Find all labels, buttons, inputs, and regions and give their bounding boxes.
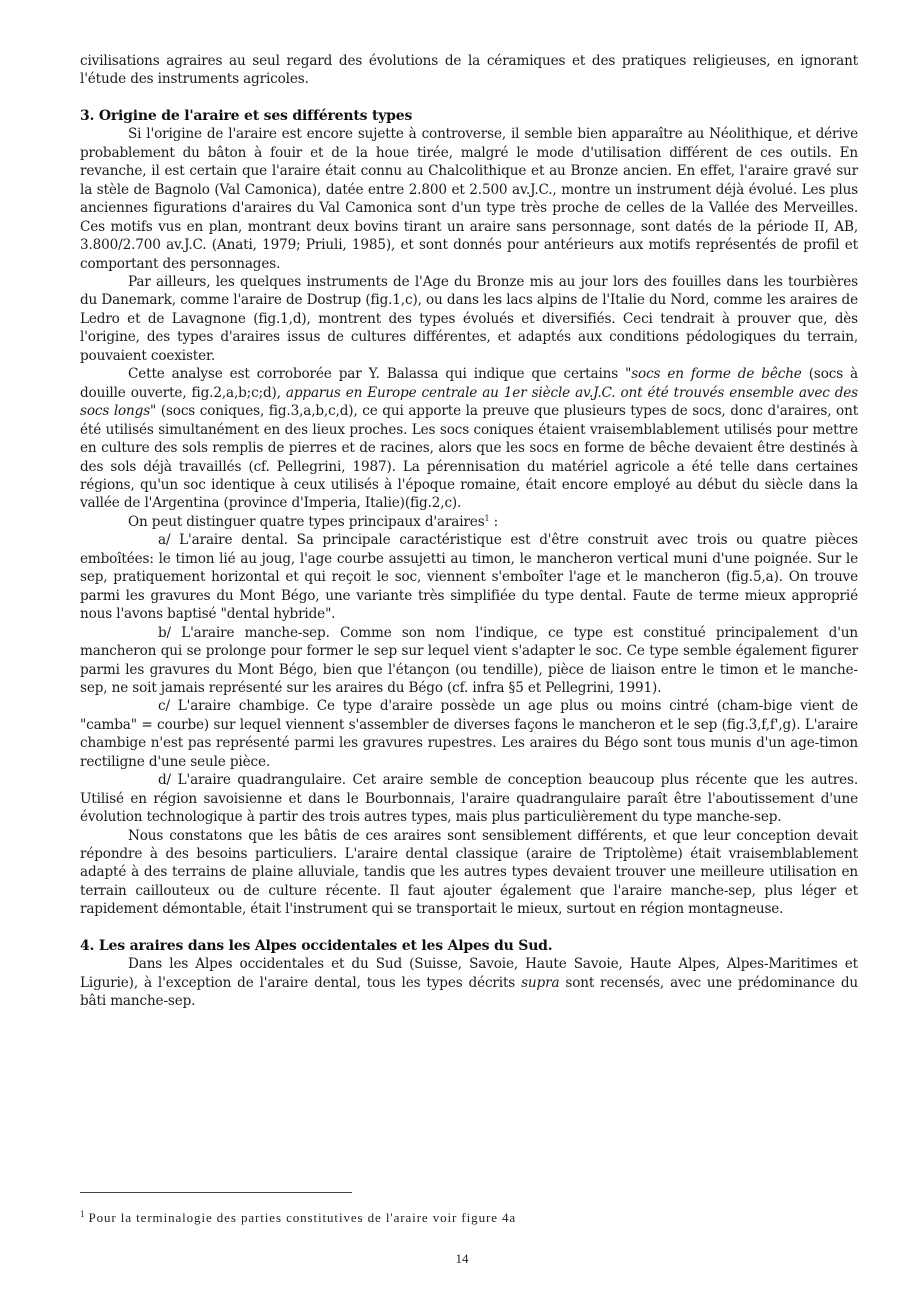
intro-paragraph: civilisations agraires au seul regard des évolutions de la céramiques et des pratiques religieuses, en ignorant l'étude des instruments agricoles.: [80, 53, 858, 88]
type-d-paragraph: d/ L'araire quadrangulaire. Cet araire semble de conception beaucoup plus récente que les autres. Utilisé en région savoisienne et dans le Bourbonnais, l'araire quadrangulaire paraît être l'aboutissement d'une évolution technologique à partir des trois autres types, mais plus particulièrement du type manche-sep.: [80, 772, 858, 826]
type-c-paragraph: c/ L'araire chambige. Ce type d'araire possède un age plus ou moins cintré (cham-bige vient de "camba" = courbe) sur lequel viennent s'assembler de diverses façons le mancheron et le sep (fig.3,f,f',g). L'araire chambige n'est pas représenté parmi les gravures rupestres. Les araires du Bégo sont tous munis d'un age-timon rectiligne d'une seule pièce.: [80, 698, 858, 770]
section-3-paragraph-origin: Si l'origine de l'araire est encore sujette à controverse, il semble bien apparaître au Néolithique, et dérive probablement du bâton à fouir et de la houe tirée, malgré le mode d'utilisation différent de ces outils. En revanche, il est certain que l'araire était connu au Chalcolithique et au Bronze ancien. En effet, l'araire gravé sur la stèle de Bagnolo (Val Camonica), datée entre 2.800 et 2.500 av.J.C., montre un instrument déjà évolué. Les plus anciennes figurations d'araires du Val Camonica sont d'un type très proche de celles de la Vallée des Merveilles. Ces motifs vus en plan, montrant deux bovins tirant un araire sans personnage, sont datés de la période II, AB, 3.800/2.700 av.J.C. (Anati, 1979; Priuli, 1985), et sont donnés pour antérieurs aux motifs représentés de profil et comportant des personnages.: [80, 126, 858, 272]
text-run: Dans les Alpes occidentales et du Sud (Suisse, Savoie, Haute Savoie, Haute Alpes, Alpes-Maritimes et Ligurie), à l'exception de l'araire dental, tous les types décrits: [80, 956, 858, 991]
type-b-paragraph: b/ L'araire manche-sep. Comme son nom l'indique, ce type est constitué principalement d'un mancheron qui se prolonge pour former le sep sur lequel vient s'adapter le soc. Ce type semble également figurer parmi les gravures du Mont Bégo, bien que l'étançon (ou tendille), pièce de liaison entre le timon et le manche-sep, ne soit jamais représenté sur les araires du Bégo (cf. infra §5 et Pellegrini, 1991).: [80, 624, 858, 696]
spacer: [80, 89, 858, 107]
text-run: :: [489, 513, 499, 530]
footnote-reference[interactable]: 1: [484, 513, 490, 523]
section-3-paragraph-balassa: [80, 365, 858, 513]
italic-quote: socs en forme de bêche: [631, 366, 802, 383]
spacer: [80, 919, 858, 937]
italic-quote: apparus en Europe centrale au 1er siècle av.J.C. ont été trouvés ensemble avec des socs longs": [80, 384, 858, 420]
section-3-heading: 3. Origine de l'araire et ses différents types: [80, 107, 413, 124]
section-3-paragraph-conclusion: Nous constatons que les bâtis de ces araires sont sensiblement différents, et que leur conception devait répondre à des besoins particuliers. L'araire dental classique (araire de Triptolème) était vraisemblablement adapté à des terrains de plaine alluviale, tandis que les autres types devaient trouver une meilleure utilisation en terrain caillouteux ou de culture récente. Il faut ajouter également que l'araire manche-sep, plus léger et rapidement démontable, était l'instrument qui se transportait le mieux, surtout en région montagneuse.: [80, 827, 858, 918]
section-3-paragraph-types-intro: [80, 513, 858, 531]
footnote: [80, 1210, 780, 1226]
section-3-paragraph-bronze-age: Par ailleurs, les quelques instruments de l'Age du Bronze mis au jour lors des fouilles dans les tourbières du Danemark, comme l'araire de Dostrup (fig.1,c), ou dans les lacs alpins de l'Italie du Nord, comme les araires de Ledro et de Lavagnone (fig.1,d), montrent des types évolués et diversifiés. Ceci tendrait à prouver que, dès l'origine, des types d'araires issus de cultures différentes, et adaptés aux conditions pédologiques du terrain, pouvaient coexister.: [80, 273, 858, 364]
text-run: (socs coniques, fig.3,a,b,c,d), ce qui apporte la preuve que plusieurs types de socs, donc d'araires, ont été utilisés simultanément en des lieux proches. Les socs coniques étaient vraisemblablement utilisés pour mettre en culture des sols remplis de pierres et de racines, alors que les socs en forme de bêche devaient être destinés à des sols déjà travaillés (cf. Pellegrini, 1987). La pérennisation du matériel agricole a été telle dans certaines régions, qu'un soc identique à ceux utilisés à l'époque romaine, était encore employé au début du siècle dans la vallée de l'Argentina (province d'Imperia, Italie)(fig.2,c).: [80, 403, 859, 512]
page-body: [80, 52, 858, 1011]
text-run: sont recensés, avec une prédominance du bâti manche-sep.: [80, 974, 858, 1010]
section-4-heading: 4. Les araires dans les Alpes occidentales et les Alpes du Sud.: [80, 937, 553, 954]
text-run: On peut distinguer quatre types principaux d'araires: [128, 513, 485, 530]
text-run: Cette analyse est corroborée par Y. Balassa qui indique que certains ": [128, 366, 632, 383]
footnote-number: 1: [80, 1209, 85, 1219]
footnote-text: Pour la terminalogie des parties constitutives de l'araire voir figure 4a: [88, 1210, 517, 1225]
page-number: 14: [455, 1251, 469, 1266]
footnote-separator: [80, 1192, 352, 1193]
italic-word: supra: [521, 974, 560, 991]
type-a-paragraph: a/ L'araire dental. Sa principale caractéristique est d'être construit avec trois ou quatre pièces emboîtées: le timon lié au joug, l'age courbe assujetti au timon, le mancheron vertical muni d'une poignée. Sur le sep, pratiquement horizontal et qui reçoit le soc, viennent s'emboîter l'age et le mancheron (fig.5,a). On trouve parmi les gravures du Mont Bégo, une variante très simplifiée du type dental. Faute de terme mieux approprié nous l'avons baptisé "dental hybride".: [80, 532, 858, 623]
section-4-paragraph: [80, 955, 858, 1010]
text-run: (socs à douille ouverte, fig.2,a,b;c;d),: [80, 366, 859, 401]
